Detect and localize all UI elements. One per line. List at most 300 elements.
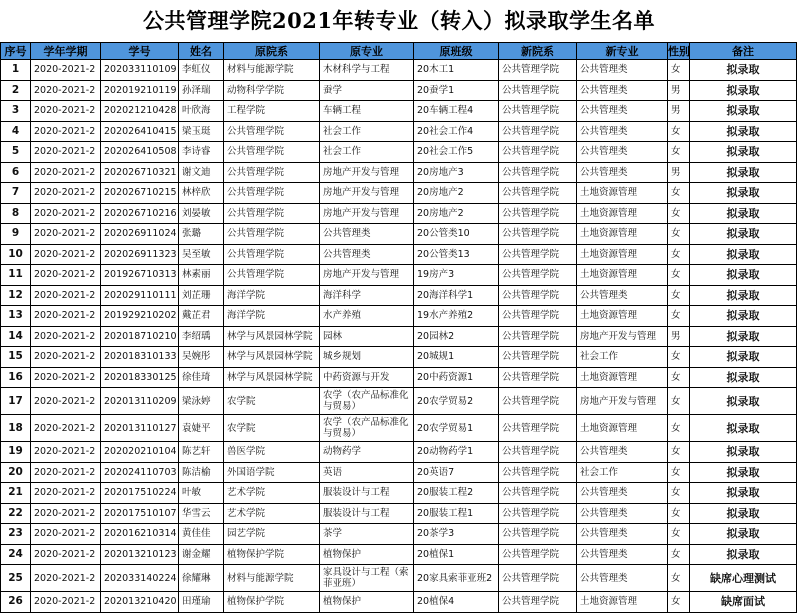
cell-orig-dept[interactable]: 公共管理学院	[224, 121, 320, 142]
cell-term[interactable]: 2020-2021-2	[31, 326, 101, 347]
cell-orig-class[interactable]: 20英语7	[414, 462, 499, 483]
cell-orig-major[interactable]: 木材科学与工程	[320, 60, 414, 81]
cell-no[interactable]: 13	[1, 306, 31, 327]
cell-no[interactable]: 12	[1, 285, 31, 306]
cell-student-id[interactable]: 202018710210	[101, 326, 179, 347]
cell-orig-major[interactable]: 中药资源与开发	[320, 367, 414, 388]
cell-term[interactable]: 2020-2021-2	[31, 244, 101, 265]
cell-new-major[interactable]: 社会工作	[577, 347, 668, 368]
cell-sex[interactable]: 女	[668, 483, 690, 504]
cell-term[interactable]: 2020-2021-2	[31, 203, 101, 224]
cell-orig-major[interactable]: 房地产开发与管理	[320, 265, 414, 286]
cell-term[interactable]: 2020-2021-2	[31, 265, 101, 286]
cell-new-dept[interactable]: 公共管理学院	[499, 367, 577, 388]
cell-new-major[interactable]: 土地资源管理	[577, 183, 668, 204]
cell-name[interactable]: 陈艺轩	[179, 442, 224, 463]
cell-orig-major[interactable]: 服装设计与工程	[320, 483, 414, 504]
cell-term[interactable]: 2020-2021-2	[31, 162, 101, 183]
cell-name[interactable]: 陈洁榆	[179, 462, 224, 483]
cell-new-dept[interactable]: 公共管理学院	[499, 142, 577, 163]
cell-new-major[interactable]: 土地资源管理	[577, 203, 668, 224]
cell-term[interactable]: 2020-2021-2	[31, 415, 101, 442]
cell-new-major[interactable]: 土地资源管理	[577, 224, 668, 245]
cell-term[interactable]: 2020-2021-2	[31, 388, 101, 415]
cell-note[interactable]: 拟录取	[690, 483, 797, 504]
cell-student-id[interactable]: 202017510107	[101, 503, 179, 524]
cell-orig-class[interactable]: 20社会工作5	[414, 142, 499, 163]
cell-term[interactable]: 2020-2021-2	[31, 101, 101, 122]
cell-orig-dept[interactable]: 园艺学院	[224, 524, 320, 545]
cell-note[interactable]: 拟录取	[690, 183, 797, 204]
col-header-term[interactable]: 学年学期	[31, 43, 101, 60]
cell-no[interactable]: 24	[1, 544, 31, 565]
cell-note[interactable]: 拟录取	[690, 121, 797, 142]
cell-term[interactable]: 2020-2021-2	[31, 442, 101, 463]
col-header-sex[interactable]: 性别	[668, 44, 690, 58]
cell-sex[interactable]: 女	[668, 367, 690, 388]
cell-new-dept[interactable]: 公共管理学院	[499, 347, 577, 368]
cell-name[interactable]: 袁婕平	[179, 415, 224, 442]
cell-term[interactable]: 2020-2021-2	[31, 80, 101, 101]
cell-new-dept[interactable]: 公共管理学院	[499, 162, 577, 183]
cell-note[interactable]: 拟录取	[690, 285, 797, 306]
cell-orig-class[interactable]: 20服装工程2	[414, 483, 499, 504]
cell-sex[interactable]: 女	[668, 121, 690, 142]
cell-orig-dept[interactable]: 公共管理学院	[224, 244, 320, 265]
cell-note[interactable]: 拟录取	[690, 367, 797, 388]
cell-orig-class[interactable]: 20植保4	[414, 592, 499, 613]
cell-no[interactable]: 1	[1, 60, 31, 81]
cell-name[interactable]: 梁泳婷	[179, 388, 224, 415]
cell-orig-major[interactable]: 车辆工程	[320, 101, 414, 122]
cell-orig-dept[interactable]: 公共管理学院	[224, 224, 320, 245]
cell-name[interactable]: 张璐	[179, 224, 224, 245]
cell-sex[interactable]: 女	[668, 462, 690, 483]
cell-sex[interactable]: 女	[668, 306, 690, 327]
cell-term[interactable]: 2020-2021-2	[31, 121, 101, 142]
cell-sex[interactable]: 女	[668, 388, 690, 415]
cell-orig-major[interactable]: 蚕学	[320, 80, 414, 101]
cell-new-major[interactable]: 公共管理类	[577, 101, 668, 122]
cell-term[interactable]: 2020-2021-2	[31, 183, 101, 204]
cell-orig-dept[interactable]: 公共管理学院	[224, 203, 320, 224]
cell-orig-class[interactable]: 20中药资源1	[414, 367, 499, 388]
cell-student-id[interactable]: 202026710216	[101, 203, 179, 224]
cell-new-major[interactable]: 土地资源管理	[577, 306, 668, 327]
cell-new-major[interactable]: 公共管理类	[577, 483, 668, 504]
cell-no[interactable]: 17	[1, 388, 31, 415]
cell-orig-dept[interactable]: 工程学院	[224, 101, 320, 122]
cell-new-major[interactable]: 公共管理类	[577, 142, 668, 163]
cell-new-dept[interactable]: 公共管理学院	[499, 101, 577, 122]
cell-orig-major[interactable]: 植物保护	[320, 592, 414, 613]
cell-new-major[interactable]: 公共管理类	[577, 60, 668, 81]
cell-term[interactable]: 2020-2021-2	[31, 462, 101, 483]
cell-no[interactable]: 22	[1, 503, 31, 524]
cell-orig-class[interactable]: 20车辆工程4	[414, 101, 499, 122]
cell-term[interactable]: 2020-2021-2	[31, 503, 101, 524]
cell-orig-dept[interactable]: 材料与能源学院	[224, 60, 320, 81]
cell-no[interactable]: 9	[1, 224, 31, 245]
cell-sex[interactable]: 女	[668, 203, 690, 224]
cell-orig-dept[interactable]: 公共管理学院	[224, 265, 320, 286]
cell-student-id[interactable]: 202026710215	[101, 183, 179, 204]
cell-orig-class[interactable]: 20蚕学1	[414, 80, 499, 101]
cell-sex[interactable]: 女	[668, 265, 690, 286]
cell-name[interactable]: 刘芷珊	[179, 285, 224, 306]
cell-new-major[interactable]: 公共管理类	[577, 565, 668, 592]
cell-term[interactable]: 2020-2021-2	[31, 367, 101, 388]
cell-orig-class[interactable]: 20公管类10	[414, 224, 499, 245]
cell-term[interactable]: 2020-2021-2	[31, 224, 101, 245]
cell-note[interactable]: 拟录取	[690, 306, 797, 327]
cell-term[interactable]: 2020-2021-2	[31, 565, 101, 592]
cell-no[interactable]: 18	[1, 415, 31, 442]
cell-student-id[interactable]: 202019210119	[101, 80, 179, 101]
cell-orig-major[interactable]: 社会工作	[320, 142, 414, 163]
cell-orig-class[interactable]: 20海洋科学1	[414, 285, 499, 306]
cell-student-id[interactable]: 202021210428	[101, 101, 179, 122]
cell-note[interactable]: 拟录取	[690, 265, 797, 286]
cell-no[interactable]: 4	[1, 121, 31, 142]
cell-new-dept[interactable]: 公共管理学院	[499, 80, 577, 101]
cell-no[interactable]: 6	[1, 162, 31, 183]
cell-sex[interactable]: 女	[668, 442, 690, 463]
cell-note[interactable]: 拟录取	[690, 462, 797, 483]
col-header-new-dept[interactable]: 新院系	[499, 43, 577, 60]
cell-no[interactable]: 21	[1, 483, 31, 504]
table-row	[1, 544, 797, 565]
cell-note[interactable]: 拟录取	[690, 544, 797, 565]
cell-orig-major[interactable]: 公共管理类	[320, 244, 414, 265]
cell-orig-major[interactable]: 房地产开发与管理	[320, 162, 414, 183]
cell-student-id[interactable]: 202016210314	[101, 524, 179, 545]
cell-sex[interactable]: 女	[668, 524, 690, 545]
cell-new-dept[interactable]: 公共管理学院	[499, 462, 577, 483]
cell-no[interactable]: 11	[1, 265, 31, 286]
cell-orig-dept[interactable]: 艺术学院	[224, 503, 320, 524]
cell-orig-class[interactable]: 19房产3	[414, 265, 499, 286]
cell-name[interactable]: 刘晏敏	[179, 203, 224, 224]
cell-term[interactable]: 2020-2021-2	[31, 347, 101, 368]
cell-new-dept[interactable]: 公共管理学院	[499, 285, 577, 306]
cell-note[interactable]: 缺席面试	[690, 592, 797, 613]
col-header-id[interactable]: 学号	[101, 43, 179, 60]
cell-orig-dept[interactable]: 农学院	[224, 388, 320, 415]
cell-note[interactable]: 拟录取	[690, 503, 797, 524]
cell-orig-class[interactable]: 20园林2	[414, 326, 499, 347]
cell-name[interactable]: 叶敏	[179, 483, 224, 504]
cell-new-dept[interactable]: 公共管理学院	[499, 265, 577, 286]
cell-student-id[interactable]: 202026710321	[101, 162, 179, 183]
cell-term[interactable]: 2020-2021-2	[31, 592, 101, 613]
col-header-note[interactable]: 备注	[690, 43, 797, 60]
cell-orig-dept[interactable]: 兽医学院	[224, 442, 320, 463]
cell-name[interactable]: 吴至敏	[179, 244, 224, 265]
cell-note[interactable]: 拟录取	[690, 80, 797, 101]
cell-orig-class[interactable]: 20房地产2	[414, 183, 499, 204]
cell-orig-major[interactable]: 房地产开发与管理	[320, 203, 414, 224]
cell-orig-dept[interactable]: 艺术学院	[224, 483, 320, 504]
cell-new-major[interactable]: 公共管理类	[577, 162, 668, 183]
cell-orig-class[interactable]: 20植保1	[414, 544, 499, 565]
cell-name[interactable]: 叶欣海	[179, 101, 224, 122]
cell-name[interactable]: 李虹仪	[179, 60, 224, 81]
cell-name[interactable]: 李诗睿	[179, 142, 224, 163]
cell-name[interactable]: 林素丽	[179, 265, 224, 286]
cell-sex[interactable]: 男	[668, 162, 690, 183]
cell-orig-major[interactable]: 水产养殖	[320, 306, 414, 327]
cell-student-id[interactable]: 202026911024	[101, 224, 179, 245]
cell-new-major[interactable]: 公共管理类	[577, 442, 668, 463]
cell-orig-major[interactable]: 英语	[320, 462, 414, 483]
cell-new-major[interactable]: 公共管理类	[577, 503, 668, 524]
cell-no[interactable]: 2	[1, 80, 31, 101]
cell-orig-dept[interactable]: 林学与风景园林学院	[224, 347, 320, 368]
cell-new-dept[interactable]: 公共管理学院	[499, 415, 577, 442]
cell-note[interactable]: 拟录取	[690, 415, 797, 442]
cell-orig-class[interactable]: 20公管类13	[414, 244, 499, 265]
cell-no[interactable]: 25	[1, 565, 31, 592]
cell-orig-major[interactable]: 园林	[320, 326, 414, 347]
cell-student-id[interactable]: 202018310133	[101, 347, 179, 368]
cell-student-id[interactable]: 202013110209	[101, 388, 179, 415]
cell-new-dept[interactable]: 公共管理学院	[499, 388, 577, 415]
cell-no[interactable]: 19	[1, 442, 31, 463]
cell-name[interactable]: 李绍瑀	[179, 326, 224, 347]
cell-note[interactable]: 拟录取	[690, 224, 797, 245]
cell-new-dept[interactable]: 公共管理学院	[499, 544, 577, 565]
cell-note[interactable]: 拟录取	[690, 442, 797, 463]
cell-new-dept[interactable]: 公共管理学院	[499, 524, 577, 545]
cell-term[interactable]: 2020-2021-2	[31, 306, 101, 327]
cell-orig-dept[interactable]: 外国语学院	[224, 462, 320, 483]
cell-no[interactable]: 3	[1, 101, 31, 122]
cell-note[interactable]: 拟录取	[690, 244, 797, 265]
cell-note[interactable]: 拟录取	[690, 142, 797, 163]
cell-note[interactable]: 拟录取	[690, 326, 797, 347]
cell-note[interactable]: 拟录取	[690, 162, 797, 183]
cell-orig-class[interactable]: 19水产养殖2	[414, 306, 499, 327]
cell-name[interactable]: 华雪云	[179, 503, 224, 524]
cell-sex[interactable]: 女	[668, 503, 690, 524]
cell-no[interactable]: 16	[1, 367, 31, 388]
cell-name[interactable]: 戴芷君	[179, 306, 224, 327]
cell-student-id[interactable]: 202033140224	[101, 565, 179, 592]
cell-new-major[interactable]: 土地资源管理	[577, 244, 668, 265]
cell-orig-major[interactable]: 动物药学	[320, 442, 414, 463]
cell-sex[interactable]: 女	[668, 415, 690, 442]
cell-note[interactable]: 拟录取	[690, 388, 797, 415]
cell-student-id[interactable]: 202024110703	[101, 462, 179, 483]
cell-name[interactable]: 孙泽瑞	[179, 80, 224, 101]
cell-new-major[interactable]: 社会工作	[577, 462, 668, 483]
cell-new-dept[interactable]: 公共管理学院	[499, 483, 577, 504]
cell-name[interactable]: 谢金耀	[179, 544, 224, 565]
cell-new-dept[interactable]: 公共管理学院	[499, 183, 577, 204]
cell-no[interactable]: 7	[1, 183, 31, 204]
cell-orig-class[interactable]: 20城规1	[414, 347, 499, 368]
cell-sex[interactable]: 女	[668, 183, 690, 204]
cell-term[interactable]: 2020-2021-2	[31, 142, 101, 163]
cell-new-major[interactable]: 公共管理类	[577, 544, 668, 565]
cell-orig-dept[interactable]: 林学与风景园林学院	[224, 367, 320, 388]
cell-orig-dept[interactable]: 动物科学学院	[224, 80, 320, 101]
cell-note[interactable]: 拟录取	[690, 347, 797, 368]
cell-new-major[interactable]: 房地产开发与管理	[577, 326, 668, 347]
col-header-new-major[interactable]: 新专业	[577, 43, 668, 60]
cell-note[interactable]: 拟录取	[690, 203, 797, 224]
cell-orig-class[interactable]: 20木工1	[414, 60, 499, 81]
cell-orig-dept[interactable]: 海洋学院	[224, 285, 320, 306]
cell-new-dept[interactable]: 公共管理学院	[499, 326, 577, 347]
cell-student-id[interactable]: 202026410415	[101, 121, 179, 142]
cell-student-id[interactable]: 202013210123	[101, 544, 179, 565]
cell-student-id[interactable]: 201926710313	[101, 265, 179, 286]
cell-orig-class[interactable]: 20茶学3	[414, 524, 499, 545]
cell-no[interactable]: 23	[1, 524, 31, 545]
cell-student-id[interactable]: 201929210202	[101, 306, 179, 327]
cell-student-id[interactable]: 202026911323	[101, 244, 179, 265]
cell-term[interactable]: 2020-2021-2	[31, 60, 101, 81]
cell-student-id[interactable]: 202020210104	[101, 442, 179, 463]
cell-sex[interactable]: 女	[668, 592, 690, 613]
cell-orig-dept[interactable]: 林学与风景园林学院	[224, 326, 320, 347]
cell-orig-class[interactable]: 20房地产2	[414, 203, 499, 224]
cell-sex[interactable]: 女	[668, 142, 690, 163]
cell-orig-class[interactable]: 20服装工程1	[414, 503, 499, 524]
cell-orig-major[interactable]: 服装设计与工程	[320, 503, 414, 524]
cell-student-id[interactable]: 202029110111	[101, 285, 179, 306]
cell-orig-major[interactable]: 海洋科学	[320, 285, 414, 306]
cell-new-dept[interactable]: 公共管理学院	[499, 565, 577, 592]
cell-orig-major[interactable]: 茶学	[320, 524, 414, 545]
cell-new-major[interactable]: 土地资源管理	[577, 265, 668, 286]
cell-term[interactable]: 2020-2021-2	[31, 285, 101, 306]
cell-name[interactable]: 谢文迪	[179, 162, 224, 183]
cell-student-id[interactable]: 202033110109	[101, 60, 179, 81]
cell-student-id[interactable]: 202017510224	[101, 483, 179, 504]
cell-new-major[interactable]: 公共管理类	[577, 524, 668, 545]
cell-new-dept[interactable]: 公共管理学院	[499, 60, 577, 81]
cell-new-major[interactable]: 公共管理类	[577, 121, 668, 142]
cell-new-dept[interactable]: 公共管理学院	[499, 244, 577, 265]
cell-orig-major[interactable]: 植物保护	[320, 544, 414, 565]
cell-orig-class[interactable]: 20农学贸易2	[414, 388, 499, 415]
cell-new-major[interactable]: 土地资源管理	[577, 592, 668, 613]
col-header-orig-class[interactable]: 原班级	[414, 43, 499, 60]
cell-new-dept[interactable]: 公共管理学院	[499, 203, 577, 224]
cell-no[interactable]: 10	[1, 244, 31, 265]
cell-name[interactable]: 徐耀琳	[179, 565, 224, 592]
cell-sex[interactable]: 男	[668, 326, 690, 347]
col-header-name[interactable]: 姓名	[179, 43, 224, 60]
cell-name[interactable]: 吴婉彤	[179, 347, 224, 368]
cell-new-dept[interactable]: 公共管理学院	[499, 592, 577, 613]
col-header-orig-dept[interactable]: 原院系	[224, 43, 320, 60]
cell-no[interactable]: 26	[1, 592, 31, 613]
cell-orig-major[interactable]: 城乡规划	[320, 347, 414, 368]
cell-new-major[interactable]: 土地资源管理	[577, 367, 668, 388]
cell-new-dept[interactable]: 公共管理学院	[499, 503, 577, 524]
cell-term[interactable]: 2020-2021-2	[31, 544, 101, 565]
cell-new-dept[interactable]: 公共管理学院	[499, 224, 577, 245]
cell-new-major[interactable]: 公共管理类	[577, 285, 668, 306]
cell-orig-major[interactable]: 农学（农产品标准化与贸易）	[320, 415, 414, 442]
cell-sex[interactable]: 女	[668, 544, 690, 565]
col-header-orig-major[interactable]: 原专业	[320, 43, 414, 60]
cell-term[interactable]: 2020-2021-2	[31, 483, 101, 504]
cell-no[interactable]: 14	[1, 326, 31, 347]
table-row	[1, 60, 797, 81]
cell-orig-major[interactable]: 社会工作	[320, 121, 414, 142]
cell-sex[interactable]: 女	[668, 60, 690, 81]
cell-new-major[interactable]: 公共管理类	[577, 80, 668, 101]
table-row	[1, 388, 797, 415]
cell-name[interactable]: 黄佳佳	[179, 524, 224, 545]
cell-orig-dept[interactable]: 植物保护学院	[224, 544, 320, 565]
cell-orig-dept[interactable]: 公共管理学院	[224, 162, 320, 183]
cell-no[interactable]: 8	[1, 203, 31, 224]
cell-new-dept[interactable]: 公共管理学院	[499, 306, 577, 327]
cell-orig-major[interactable]: 公共管理类	[320, 224, 414, 245]
cell-new-dept[interactable]: 公共管理学院	[499, 442, 577, 463]
cell-new-major[interactable]: 土地资源管理	[577, 415, 668, 442]
cell-orig-class[interactable]: 20农学贸易1	[414, 415, 499, 442]
cell-new-major[interactable]: 房地产开发与管理	[577, 388, 668, 415]
cell-name[interactable]: 梁玉珽	[179, 121, 224, 142]
cell-orig-dept[interactable]: 公共管理学院	[224, 183, 320, 204]
cell-name[interactable]: 林梓欣	[179, 183, 224, 204]
col-header-no[interactable]: 序号	[1, 43, 31, 60]
cell-note[interactable]: 拟录取	[690, 524, 797, 545]
cell-note[interactable]: 缺席心理测试	[690, 565, 797, 592]
cell-note[interactable]: 拟录取	[690, 60, 797, 81]
cell-name[interactable]: 田瑾瑜	[179, 592, 224, 613]
cell-no[interactable]: 5	[1, 142, 31, 163]
cell-student-id[interactable]: 202026410508	[101, 142, 179, 163]
cell-orig-class[interactable]: 20动物药学1	[414, 442, 499, 463]
cell-term[interactable]: 2020-2021-2	[31, 524, 101, 545]
cell-name[interactable]: 徐佳琦	[179, 367, 224, 388]
cell-no[interactable]: 15	[1, 347, 31, 368]
cell-orig-dept[interactable]: 农学院	[224, 415, 320, 442]
cell-student-id[interactable]: 202018330125	[101, 367, 179, 388]
cell-sex[interactable]: 男	[668, 101, 690, 122]
cell-orig-major[interactable]: 房地产开发与管理	[320, 183, 414, 204]
cell-orig-class[interactable]: 20房地产3	[414, 162, 499, 183]
cell-orig-dept[interactable]: 公共管理学院	[224, 142, 320, 163]
cell-sex[interactable]: 女	[668, 347, 690, 368]
cell-no[interactable]: 20	[1, 462, 31, 483]
cell-orig-class[interactable]: 20家具索菲亚班2	[414, 565, 499, 592]
cell-sex[interactable]: 女	[668, 244, 690, 265]
cell-orig-major[interactable]: 农学（农产品标准化与贸易）	[320, 388, 414, 415]
cell-orig-class[interactable]: 20社会工作4	[414, 121, 499, 142]
cell-note[interactable]: 拟录取	[690, 101, 797, 122]
cell-orig-dept[interactable]: 植物保护学院	[224, 592, 320, 613]
cell-new-dept[interactable]: 公共管理学院	[499, 121, 577, 142]
cell-sex[interactable]: 女	[668, 285, 690, 306]
cell-sex[interactable]: 男	[668, 80, 690, 101]
cell-orig-dept[interactable]: 海洋学院	[224, 306, 320, 327]
cell-sex[interactable]: 女	[668, 224, 690, 245]
cell-orig-major[interactable]: 家具设计与工程（索菲亚班）	[320, 565, 414, 592]
cell-orig-dept[interactable]: 材料与能源学院	[224, 565, 320, 592]
cell-student-id[interactable]: 202013110127	[101, 415, 179, 442]
cell-sex[interactable]: 女	[668, 565, 690, 592]
cell-student-id[interactable]: 202013210420	[101, 592, 179, 613]
